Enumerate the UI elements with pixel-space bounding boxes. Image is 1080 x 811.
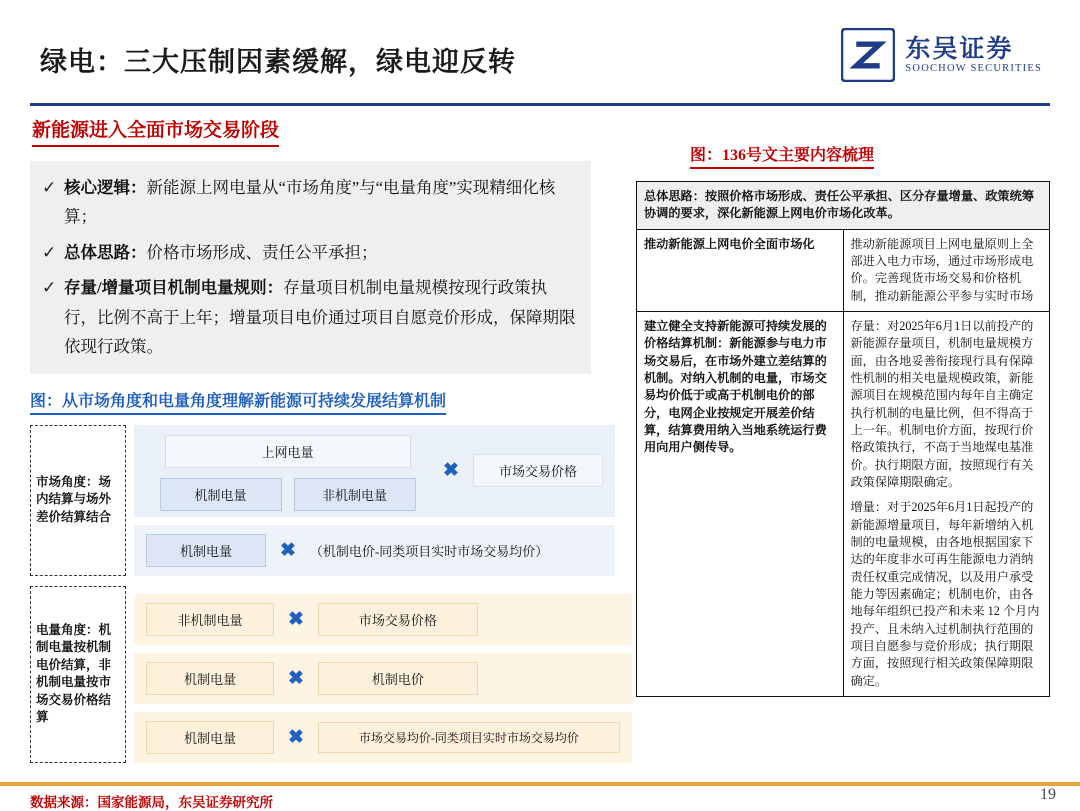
table-cell-overall: 总体思路：按照价格市场形成、责任公平承担、区分存量增量、政策统筹协调的要求，深化新能源上网电价市场化改革。	[637, 182, 1050, 230]
section-title: 新能源进入全面市场交易阶段	[32, 115, 279, 147]
left-column	[30, 115, 615, 763]
table-cell-body-1: 推动新能源项目上网电量原则上全部进入电力市场，通过市场形成电价。完善现货市场交易和价格机制，推动新能源公平参与实时市场	[843, 229, 1050, 311]
logo-text-cn: 东吴证券	[905, 35, 1014, 63]
page-number: 19	[1040, 786, 1056, 803]
chip-market-price-2: 市场交易价格	[318, 603, 478, 636]
market-diff-panel	[134, 525, 615, 576]
bullet-text: 存量项目机制电量规模按现行政策执行，比例不高于上年；增量项目电价通过项目自愿竞价形成，保障期限依现行政策。	[64, 278, 576, 357]
power-row-2	[134, 653, 632, 704]
multiply-icon: ✖	[288, 726, 304, 748]
list-item	[42, 173, 577, 232]
table-row	[637, 311, 1050, 696]
chip-mechanism-power-4: 机制电量	[146, 721, 274, 754]
bullet-text: 价格市场形成、责任公平承担；	[146, 242, 378, 262]
right-column	[636, 142, 1050, 697]
bullet-label: 存量/增量项目机制电量规则：	[64, 278, 284, 298]
bullet-list	[30, 161, 591, 374]
settlement-diagram	[30, 425, 615, 763]
page-title: 绿电：三大压制因素缓解，绿电迎反转	[40, 47, 516, 77]
table-row	[637, 182, 1050, 230]
chip-mechanism-price: 机制电价	[318, 662, 478, 695]
source-note: 数据来源：国家能源局，东吴证券研究所	[30, 795, 273, 810]
chip-mechanism-power-3: 机制电量	[146, 662, 274, 695]
diagram-row-power	[30, 586, 615, 763]
table-cell-head-2: 建立健全支持新能源可持续发展的价格结算机制：新能源参与电力市场交易后，在市场外建立差结算的机制。对纳入机制的电量，市场交易均价低于或高于机制电价的部分，电网企业按规定开展差价结算，结算费用纳入当地系统运行费用向用户侧传导。	[637, 311, 844, 696]
chip-market-avg-price: 市场交易均价-同类项目实时市场交易均价	[318, 722, 620, 753]
chip-non-mechanism-power-2: 非机制电量	[146, 603, 274, 636]
power-row-3	[134, 712, 632, 763]
slide-header	[0, 0, 1080, 104]
header-divider	[30, 103, 1050, 106]
table-cell-body-2-stock: 存量：对2025年6月1日以前投产的新能源存量项目，机制电量规模方面，由各地妥善衔接现行具有保障性机制的相关电量规模政策，新能源项目在规模范围内每年自主确定执行机制的电量比例，但不得高于上一年。机制电价方面，按现行价格政策执行，不高于当地煤电基准价。执行期限方面，按照现行有关政策保障期限确定。	[850, 318, 1034, 489]
list-item	[42, 238, 577, 268]
diagram-row-market	[30, 425, 615, 576]
market-panel	[134, 425, 615, 517]
logo-text-en: SOOCHOW SECURITIES	[905, 63, 1042, 75]
list-item	[42, 273, 577, 361]
logo-mark-icon	[841, 28, 895, 82]
footer-divider	[0, 782, 1080, 786]
chip-mechanism-power: 机制电量	[160, 478, 282, 511]
table-row	[637, 229, 1050, 311]
chip-non-mechanism-power: 非机制电量	[294, 478, 416, 511]
chip-mechanism-power-2: 机制电量	[146, 534, 266, 567]
multiply-icon: ✖	[288, 608, 304, 630]
table-cell-head-1: 推动新能源上网电价全面市场化	[637, 229, 844, 311]
bullet-label: 总体思路：	[64, 242, 147, 262]
table-caption: 图：136号文主要内容梳理	[690, 142, 874, 169]
check-icon: ✓	[42, 242, 57, 262]
policy-table	[636, 181, 1050, 697]
power-row-1	[134, 594, 632, 645]
check-icon: ✓	[42, 278, 57, 298]
bullet-label: 核心逻辑：	[64, 178, 147, 197]
bullet-text: 新能源上网电量从“市场角度”与“电量角度”实现精细化核算；	[64, 178, 556, 227]
table-cell-body-2	[843, 311, 1050, 696]
chip-grid-power: 上网电量	[165, 435, 411, 468]
figure-caption: 图：从市场角度和电量角度理解新能源可持续发展结算机制	[30, 388, 446, 415]
diagram-label-market: 市场角度：场内结算与场外差价结算结合	[30, 425, 126, 576]
multiply-icon: ✖	[288, 667, 304, 689]
chip-market-price: 市场交易价格	[473, 454, 603, 487]
diff-formula-text: （机制电价-同类项目实时市场交易均价）	[309, 543, 549, 559]
multiply-icon: ✖	[280, 539, 296, 561]
check-icon: ✓	[42, 178, 57, 197]
multiply-icon: ✖	[443, 460, 459, 482]
company-logo	[841, 28, 1042, 82]
diagram-label-power: 电量角度：机制电量按机制电价结算，非机制电量按市场交易价格结算	[30, 586, 126, 763]
table-cell-body-2-increment: 增量：对于2025年6月1日起投产的新能源增量项目，每年新增纳入机制的电量规模，由各地根据国家下达的年度非水可再生能源电力消纳责任权重完成情况，以及用户承受能力等因素确定；机制电价，由各地每年组织已投产和未来 12 个月内投产、且未纳入过机制执行范围的项目自愿参与竞价形成；执行期限方面，按照现行相关政策保障期限确定。	[850, 500, 1040, 688]
